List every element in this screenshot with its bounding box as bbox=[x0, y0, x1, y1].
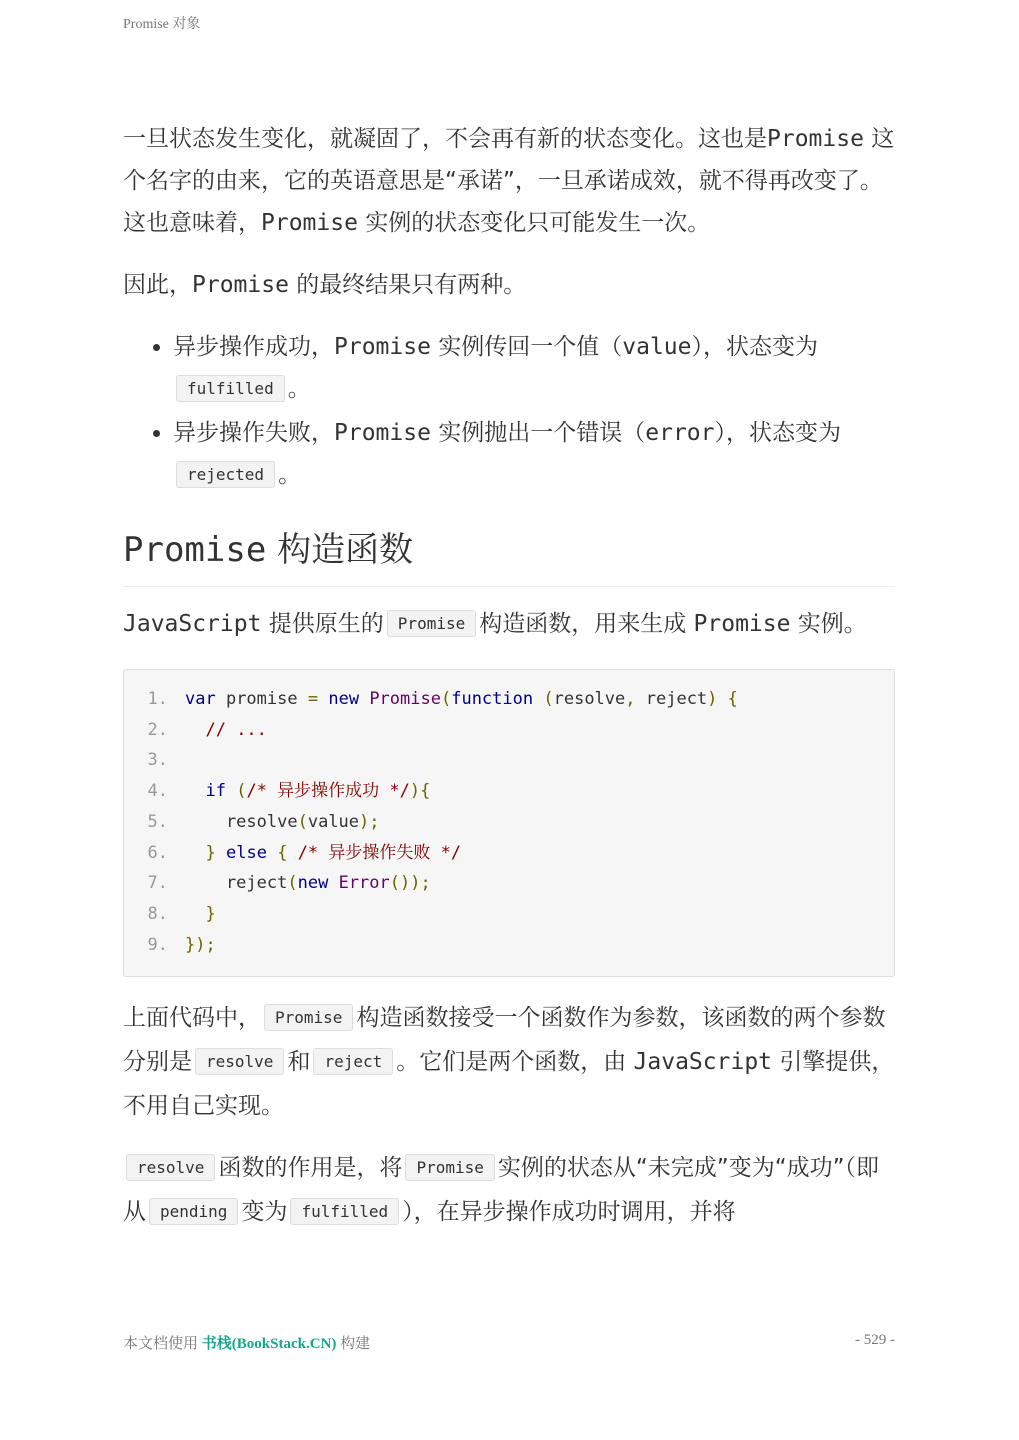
mono-text: JavaScript bbox=[123, 611, 262, 637]
code-token bbox=[216, 843, 226, 863]
mono-text: JavaScript bbox=[633, 1049, 773, 1076]
section-heading bbox=[123, 526, 895, 587]
code-line bbox=[124, 776, 894, 807]
line-number: 3. bbox=[147, 750, 168, 771]
running-header: Promise 对象 bbox=[123, 17, 201, 32]
code-line bbox=[124, 715, 894, 746]
text: 提供原生的 bbox=[261, 611, 384, 637]
code-token bbox=[359, 689, 369, 709]
code-token: , bbox=[625, 689, 636, 709]
mono-text: Promise bbox=[192, 272, 289, 298]
mono-text: value bbox=[622, 334, 692, 360]
list-item bbox=[173, 326, 895, 412]
text: 异步操作成功， bbox=[173, 334, 334, 360]
line-number: 2. bbox=[147, 719, 168, 740]
document-body bbox=[123, 118, 895, 1255]
text: ），状态变为 bbox=[691, 334, 818, 360]
text: 实例抛出一个错误（ bbox=[430, 420, 646, 446]
inline-code: fulfilled bbox=[290, 1198, 399, 1225]
text: 函数的作用是，将 bbox=[218, 1155, 403, 1182]
code-token bbox=[287, 843, 297, 863]
inline-code: reject bbox=[313, 1048, 393, 1075]
code-token: ( bbox=[287, 873, 298, 894]
inline-code: resolve bbox=[126, 1154, 215, 1181]
heading-text: 构造函数 bbox=[266, 530, 414, 570]
code-token: function bbox=[451, 689, 534, 709]
text: 构造函数接受一个函数作为参数，该函数的两个参数分别是 bbox=[123, 1005, 886, 1076]
text: 实例。 bbox=[790, 611, 867, 637]
code-token: new bbox=[297, 873, 329, 894]
text: 。 bbox=[287, 376, 311, 402]
footer-suffix: 构建 bbox=[336, 1336, 371, 1352]
inline-code: Promise bbox=[405, 1154, 494, 1181]
line-number: 7. bbox=[147, 873, 168, 894]
code-token bbox=[185, 843, 205, 863]
code-token: var bbox=[185, 689, 216, 709]
footer-brand-link[interactable]: 书栈(BookStack.CN) bbox=[201, 1336, 337, 1352]
code-token bbox=[185, 720, 205, 740]
code-token: ( bbox=[440, 689, 452, 709]
code-token: Promise bbox=[369, 689, 441, 709]
code-token: // ... bbox=[205, 719, 267, 740]
mono-text: Promise bbox=[693, 611, 791, 637]
text: 和 bbox=[287, 1049, 311, 1076]
code-token bbox=[267, 843, 277, 863]
line-number: 4. bbox=[147, 781, 168, 802]
text: ），状态变为 bbox=[714, 420, 841, 446]
mono-text: error bbox=[645, 420, 715, 446]
inline-code: rejected bbox=[176, 461, 275, 488]
code-token: /* 异步操作成功 */ bbox=[246, 781, 410, 802]
code-token: { bbox=[727, 689, 738, 709]
code-token bbox=[717, 689, 727, 709]
text: 上面代码中， bbox=[123, 1005, 261, 1032]
code-token: Error bbox=[338, 873, 390, 894]
inline-code: Promise bbox=[387, 610, 476, 637]
code-token: ( bbox=[236, 781, 247, 802]
code-token: ) bbox=[707, 689, 718, 709]
code-line bbox=[124, 838, 894, 869]
text: ），在异步操作成功时调用，并将 bbox=[402, 1199, 736, 1226]
paragraph-resolve-role bbox=[123, 1147, 895, 1235]
text: 一旦状态发生变化，就凝固了，不会再有新的状态变化。这也是 bbox=[123, 126, 767, 152]
mono-text: Promise bbox=[767, 126, 864, 152]
code-token: ( bbox=[543, 689, 554, 709]
heading-mono: Promise bbox=[123, 530, 267, 570]
code-token: if bbox=[205, 781, 226, 802]
mono-text: Promise bbox=[334, 334, 431, 360]
text: 引擎提供，不用自己实现。 bbox=[123, 1049, 895, 1120]
code-token: /* 异步操作失败 */ bbox=[297, 842, 462, 863]
text: 这个名字的由来，它的英语意思是“承诺”，一旦承诺成效，就不得再改变了。这也意味着， bbox=[123, 126, 895, 236]
inline-code: resolve bbox=[195, 1048, 284, 1075]
code-line bbox=[124, 807, 894, 838]
code-token: } bbox=[205, 903, 216, 924]
code-line bbox=[124, 684, 894, 715]
code-token bbox=[533, 689, 543, 709]
inline-code: Promise bbox=[264, 1004, 353, 1031]
text: 实例传回一个值（ bbox=[430, 334, 623, 360]
text: 实例的状态变化只可能发生一次。 bbox=[357, 210, 711, 236]
line-number: 6. bbox=[147, 842, 168, 863]
line-number: 9. bbox=[147, 934, 168, 955]
line-number: 8. bbox=[147, 903, 168, 924]
code-token bbox=[328, 873, 338, 893]
code-token: new bbox=[328, 689, 360, 709]
text: 。 bbox=[278, 462, 302, 488]
code-token: { bbox=[277, 842, 288, 863]
code-token bbox=[318, 689, 328, 709]
code-line bbox=[124, 930, 894, 961]
code-token: }); bbox=[185, 934, 216, 955]
code-line bbox=[124, 745, 894, 776]
code-token: } bbox=[205, 842, 216, 863]
list-item bbox=[173, 412, 895, 498]
code-token bbox=[185, 781, 205, 801]
code-token: ); bbox=[359, 811, 380, 832]
code-token: resolve bbox=[553, 689, 626, 709]
code-token: resolve bbox=[185, 811, 298, 832]
footer-credit bbox=[123, 1332, 370, 1353]
code-token: = bbox=[307, 689, 319, 709]
code-token: ()); bbox=[389, 873, 431, 894]
footer-prefix: 本文档使用 bbox=[123, 1336, 202, 1352]
code-token bbox=[226, 781, 236, 801]
text: 因此， bbox=[123, 272, 192, 298]
paragraph-constructor-intro bbox=[123, 603, 895, 647]
inline-code: fulfilled bbox=[176, 375, 285, 402]
text: 变为 bbox=[241, 1199, 288, 1226]
code-token: ( bbox=[297, 811, 308, 832]
text: 实例的状态从“未完成”变为“成功”（即从 bbox=[123, 1155, 880, 1226]
paragraph-state-fixed bbox=[123, 118, 895, 244]
code-line bbox=[124, 899, 894, 930]
code-token: else bbox=[225, 842, 267, 863]
text: 的最终结果只有两种。 bbox=[288, 272, 527, 298]
code-token: promise bbox=[215, 689, 308, 709]
line-number: 5. bbox=[147, 811, 168, 832]
code-token: reject bbox=[185, 873, 288, 894]
code-block bbox=[123, 669, 895, 977]
text: 异步操作失败， bbox=[173, 420, 334, 446]
paragraph-two-results bbox=[123, 264, 895, 306]
paragraph-constructor-args bbox=[123, 997, 895, 1127]
page-number: - 529 - bbox=[855, 1332, 895, 1348]
text: 构造函数，用来生成 bbox=[479, 611, 694, 637]
result-list bbox=[123, 326, 895, 498]
mono-text: Promise bbox=[334, 420, 431, 446]
code-token: value bbox=[307, 811, 360, 832]
text: 。它们是两个函数，由 bbox=[396, 1049, 634, 1076]
code-line bbox=[124, 868, 894, 899]
code-token bbox=[185, 904, 205, 924]
code-token: ){ bbox=[409, 781, 431, 802]
line-number: 1. bbox=[147, 689, 168, 709]
inline-code: pending bbox=[149, 1198, 238, 1225]
code-token: reject bbox=[635, 689, 708, 709]
mono-text: Promise bbox=[261, 210, 358, 236]
